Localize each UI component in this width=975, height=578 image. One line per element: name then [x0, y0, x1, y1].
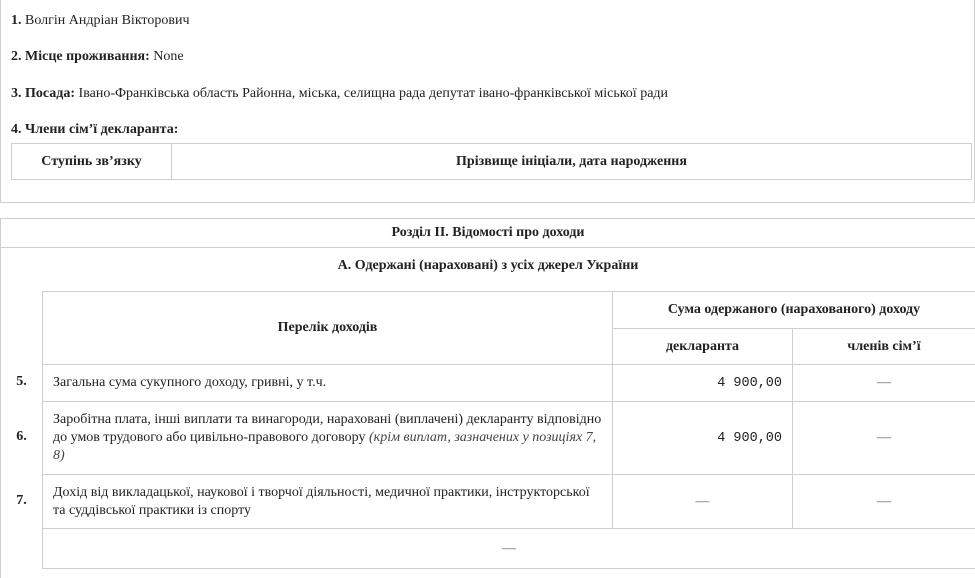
income-description: Заробітна плата, інші виплати та винагороди, нараховані (виплачені) декларанту відповідно до умов трудового або цивільно-правового договору (крім виплат, зазначених у позиціях 7, 8): [43, 402, 613, 475]
section-title: Розділ ІІ. Відомості про доходи: [1, 219, 975, 248]
row-number: 5.: [1, 374, 42, 390]
family-amount: —: [793, 475, 975, 529]
empty-row-dash: —: [43, 529, 975, 569]
position-line: [11, 86, 668, 102]
table-row: [43, 475, 975, 529]
table-row: [43, 365, 975, 402]
declarant-info-section: [0, 0, 975, 203]
section-subtitle: А. Одержані (нараховані) з усіх джерел України: [1, 248, 975, 284]
income-description: Дохід від викладацької, наукової і творчої діяльності, медичної практики, інструкторської та суддівської практики із спорту: [43, 475, 613, 529]
position-value: Івано-Франківська область Районна, міська, селищна рада депутат івано-франківської міської ради: [79, 86, 669, 101]
declarant-amount: 4 900,00: [613, 365, 793, 402]
item-number: 2.: [11, 49, 22, 64]
family-table: [11, 143, 972, 180]
table-row: [43, 529, 975, 569]
row-number: 7.: [1, 493, 42, 509]
income-section: [0, 218, 975, 578]
position-label: Посада:: [25, 86, 75, 101]
declarant-name-line: [11, 13, 190, 29]
family-members-label: Члени сім’ї декларанта:: [25, 122, 178, 137]
family-amount: —: [793, 365, 975, 402]
residence-label: Місце проживання:: [25, 49, 150, 64]
table-row: [43, 402, 975, 475]
relation-header: Ступінь зв’язку: [12, 144, 172, 180]
name-dob-header: Прізвище ініціали, дата народження: [172, 144, 972, 180]
declarant-name: Волгін Андріан Вікторович: [25, 13, 190, 28]
income-note: (крім виплат, зазначених у позиціях 7, 8): [53, 430, 596, 463]
item-number: 4.: [11, 122, 22, 137]
table-row: [12, 144, 972, 180]
item-number: 3.: [11, 86, 22, 101]
income-sum-header: Сума одержаного (нарахованого) доходу: [613, 292, 975, 329]
family-members-line: [11, 122, 178, 138]
income-description: Загальна сума сукупного доходу, гривні, у т.ч.: [43, 365, 613, 402]
declarant-amount: —: [613, 475, 793, 529]
table-row: [43, 292, 975, 329]
income-list-header: Перелік доходів: [43, 292, 613, 365]
income-table: [42, 291, 975, 569]
family-amount: —: [793, 402, 975, 475]
declarant-column-header: декларанта: [613, 329, 793, 365]
item-number: 1.: [11, 13, 22, 28]
residence-value: None: [153, 49, 183, 64]
declarant-amount: 4 900,00: [613, 402, 793, 475]
family-column-header: членів сім’ї: [793, 329, 975, 365]
row-number: 6.: [1, 429, 42, 445]
residence-line: [11, 49, 184, 65]
